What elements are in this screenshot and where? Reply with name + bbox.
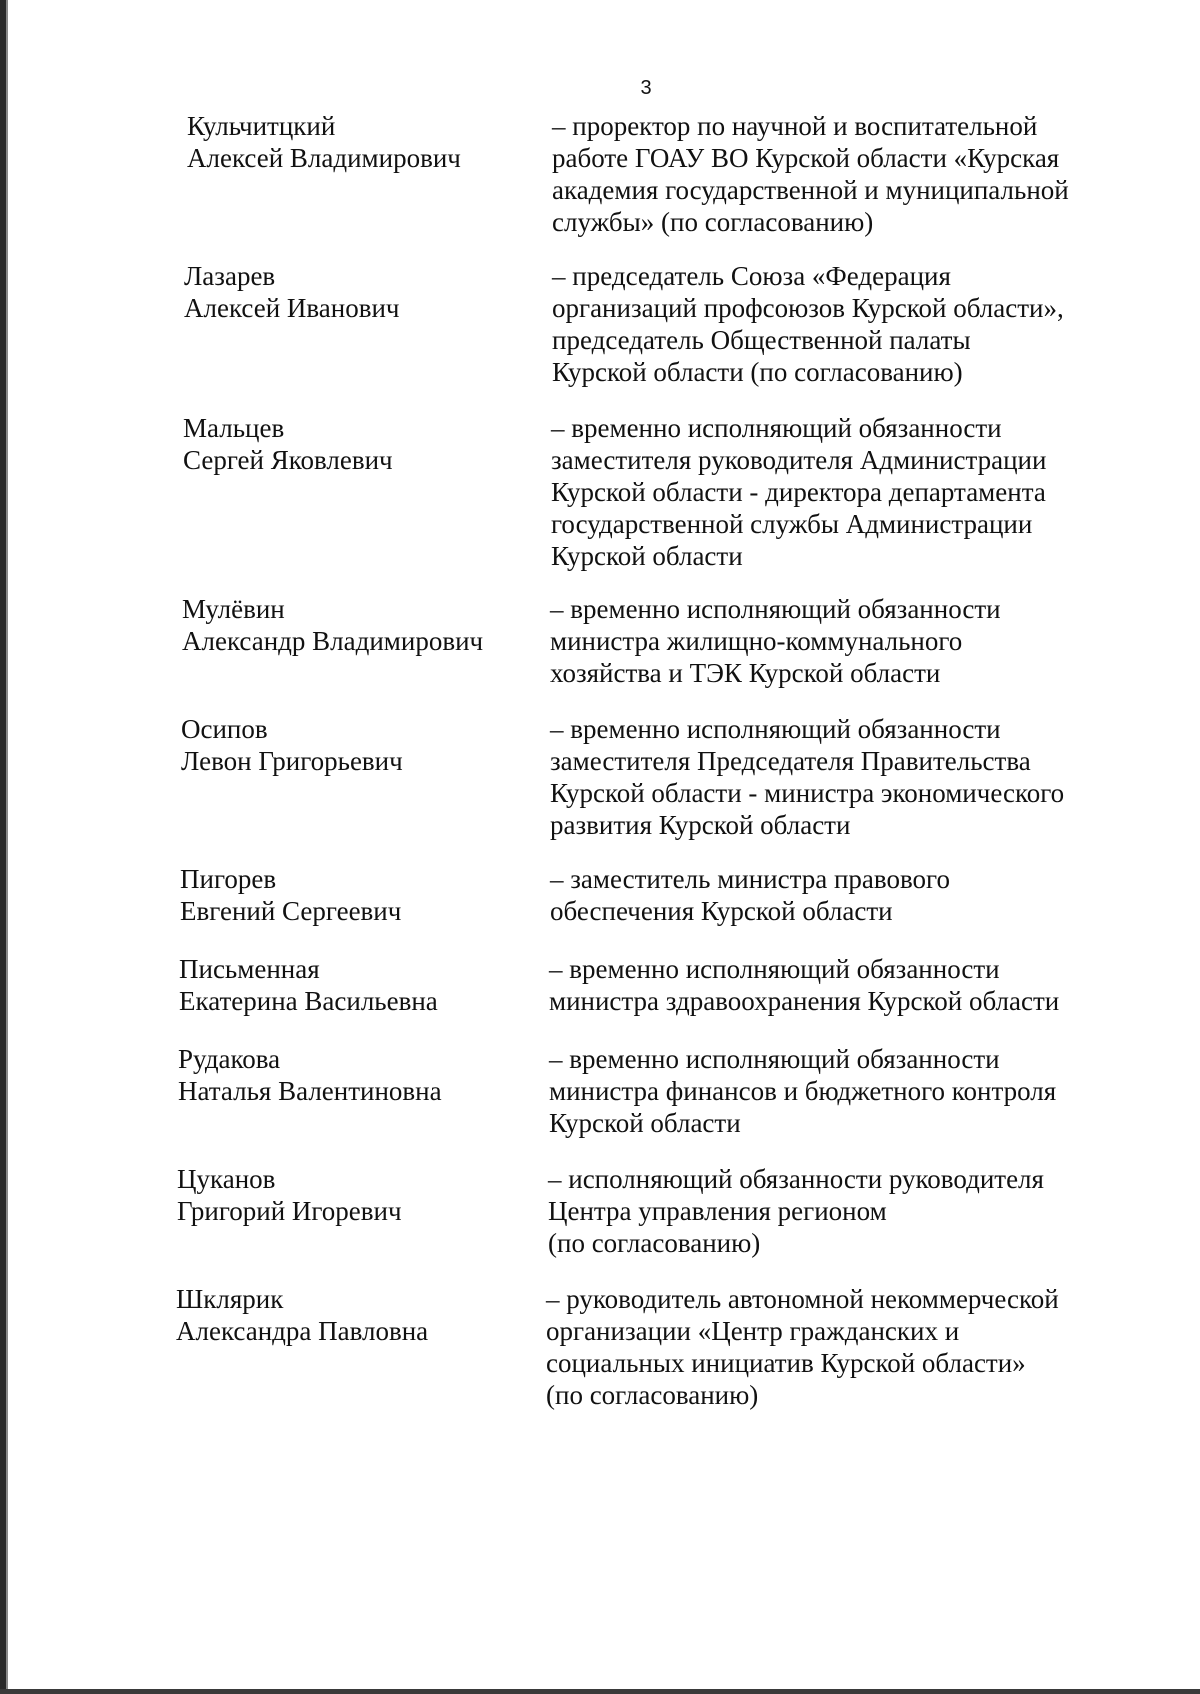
member-role-line: (по согласованию) <box>548 1228 761 1258</box>
member-role <box>550 713 1085 841</box>
member-role-line: – руководитель автономной некоммерческой <box>546 1284 1059 1314</box>
member-role <box>546 1283 1081 1411</box>
member-name <box>178 1043 508 1107</box>
member-role-line: академия государственной и муниципальной <box>552 175 1069 205</box>
member-role-line: службы» (по согласованию) <box>552 207 874 237</box>
member-surname: Лазарев <box>184 261 276 291</box>
member-name <box>182 593 512 657</box>
member-given-names: Левон Григорьевич <box>181 746 403 776</box>
member-given-names: Екатерина Васильевна <box>179 986 438 1016</box>
member-name <box>180 863 510 927</box>
member-surname: Письменная <box>179 954 320 984</box>
member-role <box>550 863 1085 927</box>
member-role-line: – председатель Союза «Федерация <box>552 261 951 291</box>
member-surname: Мулёвин <box>182 594 285 624</box>
member-given-names: Григорий Игоревич <box>177 1196 402 1226</box>
member-name <box>183 412 513 476</box>
member-name <box>181 713 511 777</box>
member-name <box>187 110 517 174</box>
member-surname: Цуканов <box>177 1164 276 1194</box>
member-given-names: Евгений Сергеевич <box>180 896 402 926</box>
member-given-names: Наталья Валентиновна <box>178 1076 442 1106</box>
member-role <box>552 260 1087 388</box>
member-given-names: Александра Павловна <box>176 1316 429 1346</box>
member-role-line: Курской области - директора департамента <box>551 477 1046 507</box>
member-role-line: министра финансов и бюджетного контроля <box>549 1076 1057 1106</box>
member-given-names: Алексей Иванович <box>184 293 400 323</box>
member-surname: Рудакова <box>178 1044 281 1074</box>
member-role-line: Курской области <box>549 1108 741 1138</box>
member-role-line: – временно исполняющий обязанности <box>551 413 1002 443</box>
member-name <box>184 260 514 324</box>
member-role-line: Курской области - министра экономического <box>550 778 1065 808</box>
member-role-line: – временно исполняющий обязанности <box>550 594 1001 624</box>
member-role-line: социальных инициатив Курской области» <box>546 1348 1026 1378</box>
member-role-line: Курской области (по согласованию) <box>552 357 963 387</box>
member-role <box>550 593 1085 689</box>
member-role-line: заместителя руководителя Администрации <box>551 445 1047 475</box>
member-surname: Мальцев <box>183 413 285 443</box>
member-name <box>177 1163 507 1227</box>
member-role-line: хозяйства и ТЭК Курской области <box>550 658 941 688</box>
member-role-line: – заместитель министра правового <box>550 864 950 894</box>
member-role-line: (по согласованию) <box>546 1380 759 1410</box>
member-role-line: – временно исполняющий обязанности <box>549 1044 1000 1074</box>
member-role-line: председатель Общественной палаты <box>552 325 971 355</box>
page-number: 3 <box>640 77 652 99</box>
member-role-line: – временно исполняющий обязанности <box>550 714 1001 744</box>
member-role-line: министра жилищно-коммунального <box>550 626 963 656</box>
member-role-line: заместителя Председателя Правительства <box>550 746 1031 776</box>
member-role-line: работе ГОАУ ВО Курской области «Курская <box>552 143 1060 173</box>
member-name <box>176 1283 506 1347</box>
member-role-line: развития Курской области <box>550 810 851 840</box>
member-role-line: – исполняющий обязанности руководителя <box>548 1164 1044 1194</box>
member-role-line: обеспечения Курской области <box>550 896 893 926</box>
member-surname: Шклярик <box>176 1284 284 1314</box>
member-name <box>179 953 509 1017</box>
member-surname: Осипов <box>181 714 268 744</box>
member-role-line: – проректор по научной и воспитательной <box>552 111 1038 141</box>
member-given-names: Александр Владимирович <box>182 626 484 656</box>
member-role-line: организации «Центр гражданских и <box>546 1316 960 1346</box>
member-role-line: государственной службы Администрации <box>551 509 1033 539</box>
member-role-line: министра здравоохранения Курской области <box>549 986 1060 1016</box>
member-role <box>552 110 1087 238</box>
member-role <box>551 412 1086 572</box>
member-role-line: организаций профсоюзов Курской области», <box>552 293 1064 323</box>
member-role-line: Курской области <box>551 541 743 571</box>
member-role <box>548 1163 1083 1259</box>
member-surname: Пигорев <box>180 864 277 894</box>
member-given-names: Алексей Владимирович <box>187 143 461 173</box>
member-given-names: Сергей Яковлевич <box>183 445 393 475</box>
member-role-line: – временно исполняющий обязанности <box>549 954 1000 984</box>
member-role-line: Центра управления регионом <box>548 1196 887 1226</box>
member-role <box>549 1043 1084 1139</box>
member-role <box>549 953 1084 1017</box>
member-surname: Кульчитцкий <box>187 111 336 141</box>
